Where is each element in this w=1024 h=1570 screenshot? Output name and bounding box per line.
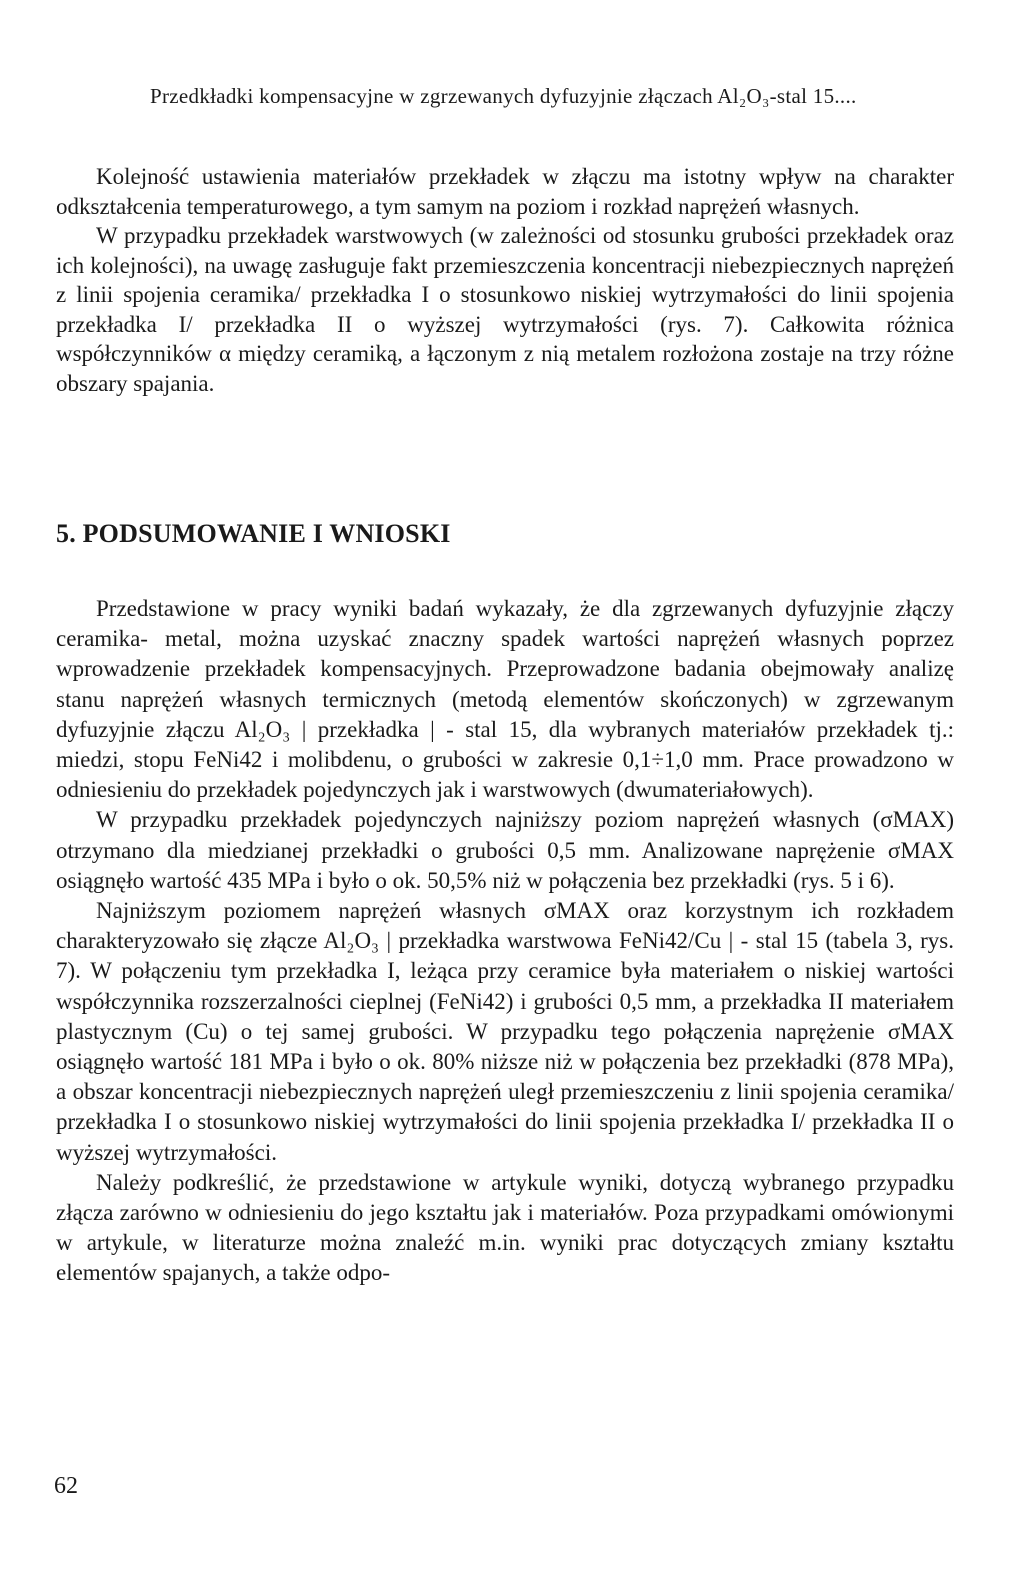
intro-text-block xyxy=(56,162,954,398)
section-heading: 5. PODSUMOWANIE I WNIOSKI xyxy=(56,519,451,548)
paragraph: Przedstawione w pracy wyniki badań wykazały, że dla zgrzewanych dyfuzyjnie złączy ceramika- metal, można uzyskać znaczny spadek wartości naprężeń własnych poprzez wprowadzenie przekładek kompensacyjnych. Przeprowadzone badania obejmowały analizę stanu naprężeń własnych termicznych (metodą elementów skończonych) w zgrzewanym dyfuzyjnie złączu Al₂O₃ | przekładka | - stal 15, dla wybranych materiałów przekładek tj.: miedzi, stopu FeNi42 i molibdenu, o grubości w zakresie 0,1÷1,0 mm. Prace prowadzono w odniesieniu do przekładek pojedynczych jak i warstwowych (dwumateriałowych). xyxy=(56,596,954,803)
paragraph: Kolejność ustawienia materiałów przekładek w złączu ma istotny wpływ na charakter odkształcenia temperaturowego, a tym samym na poziom i rozkład naprężeń własnych. xyxy=(56,164,954,219)
paragraph: Należy podkreślić, że przedstawione w artykule wyniki, dotyczą wybranego przypadku złącza zarówno w odniesieniu do jego kształtu jak i materiałów. Poza przypadkami omówionymi w artykule, w literaturze można znaleźć m.in. wyniki prac dotyczących zmiany kształtu elementów spajanych, a także odpo- xyxy=(56,1169,954,1286)
running-header: Przedkładki kompensacyjne w zgrzewanych dyfuzyjnie złączach Al₂O₃-stal 15.... xyxy=(150,84,857,108)
paragraph: Najniższym poziomem naprężeń własnych σMAX oraz korzystnym ich rozkładem charakteryzowało się złącze Al₂O₃ | przekładka warstwowa FeNi42/Cu | - stal 15 (tabela 3, rys. 7). W połączeniu tym przekładka I, leżąca przy ceramice była materiałem o niskiej wartości współczynnika rozszerzalności cieplnej (FeNi42) i grubości 0,5 mm, a przekładka II materiałem plastycznym (Cu) o tej samej grubości. W przypadku tego połączenia naprężenie σMAX osiągnęło wartość 181 MPa i było o ok. 80% niższe niż w połączenia bez przekładki (878 MPa), a obszar koncentracji niebezpiecznych naprężeń uległ przemieszczeniu z linii spojenia ceramika/ przekładka I o stosunkowo niskiej wytrzymałości do linii spojenia przekładka I/ przekładka II o wyższej wytrzymałości. xyxy=(56,898,954,1165)
page-number: 62 xyxy=(54,1473,78,1499)
conclusions-text-block xyxy=(56,594,954,1289)
paragraph: W przypadku przekładek pojedynczych najniższy poziom naprężeń własnych (σMAX) otrzymano dla miedzianej przekładki o grubości 0,5 mm. Analizowane naprężenie σMAX osiągnęło wartość 435 MPa i było o ok. 50,5% niż w połączenia bez przekładki (rys. 5 i 6). xyxy=(56,807,954,893)
paragraph: W przypadku przekładek warstwowych (w zależności od stosunku grubości przekładek oraz ich kolejności), na uwagę zasługuje fakt przemieszczenia koncentracji niebezpiecznych naprężeń z linii spojenia ceramika/ przekładka I o stosunkowo niskiej wytrzymałości do linii spojenia przekładka I/ przekładka II o wyższej wytrzymałości (rys. 7). Całkowita różnica współczynników α między ceramiką, a łączonym z nią metalem rozłożona zostaje na trzy różne obszary spajania. xyxy=(56,223,954,396)
